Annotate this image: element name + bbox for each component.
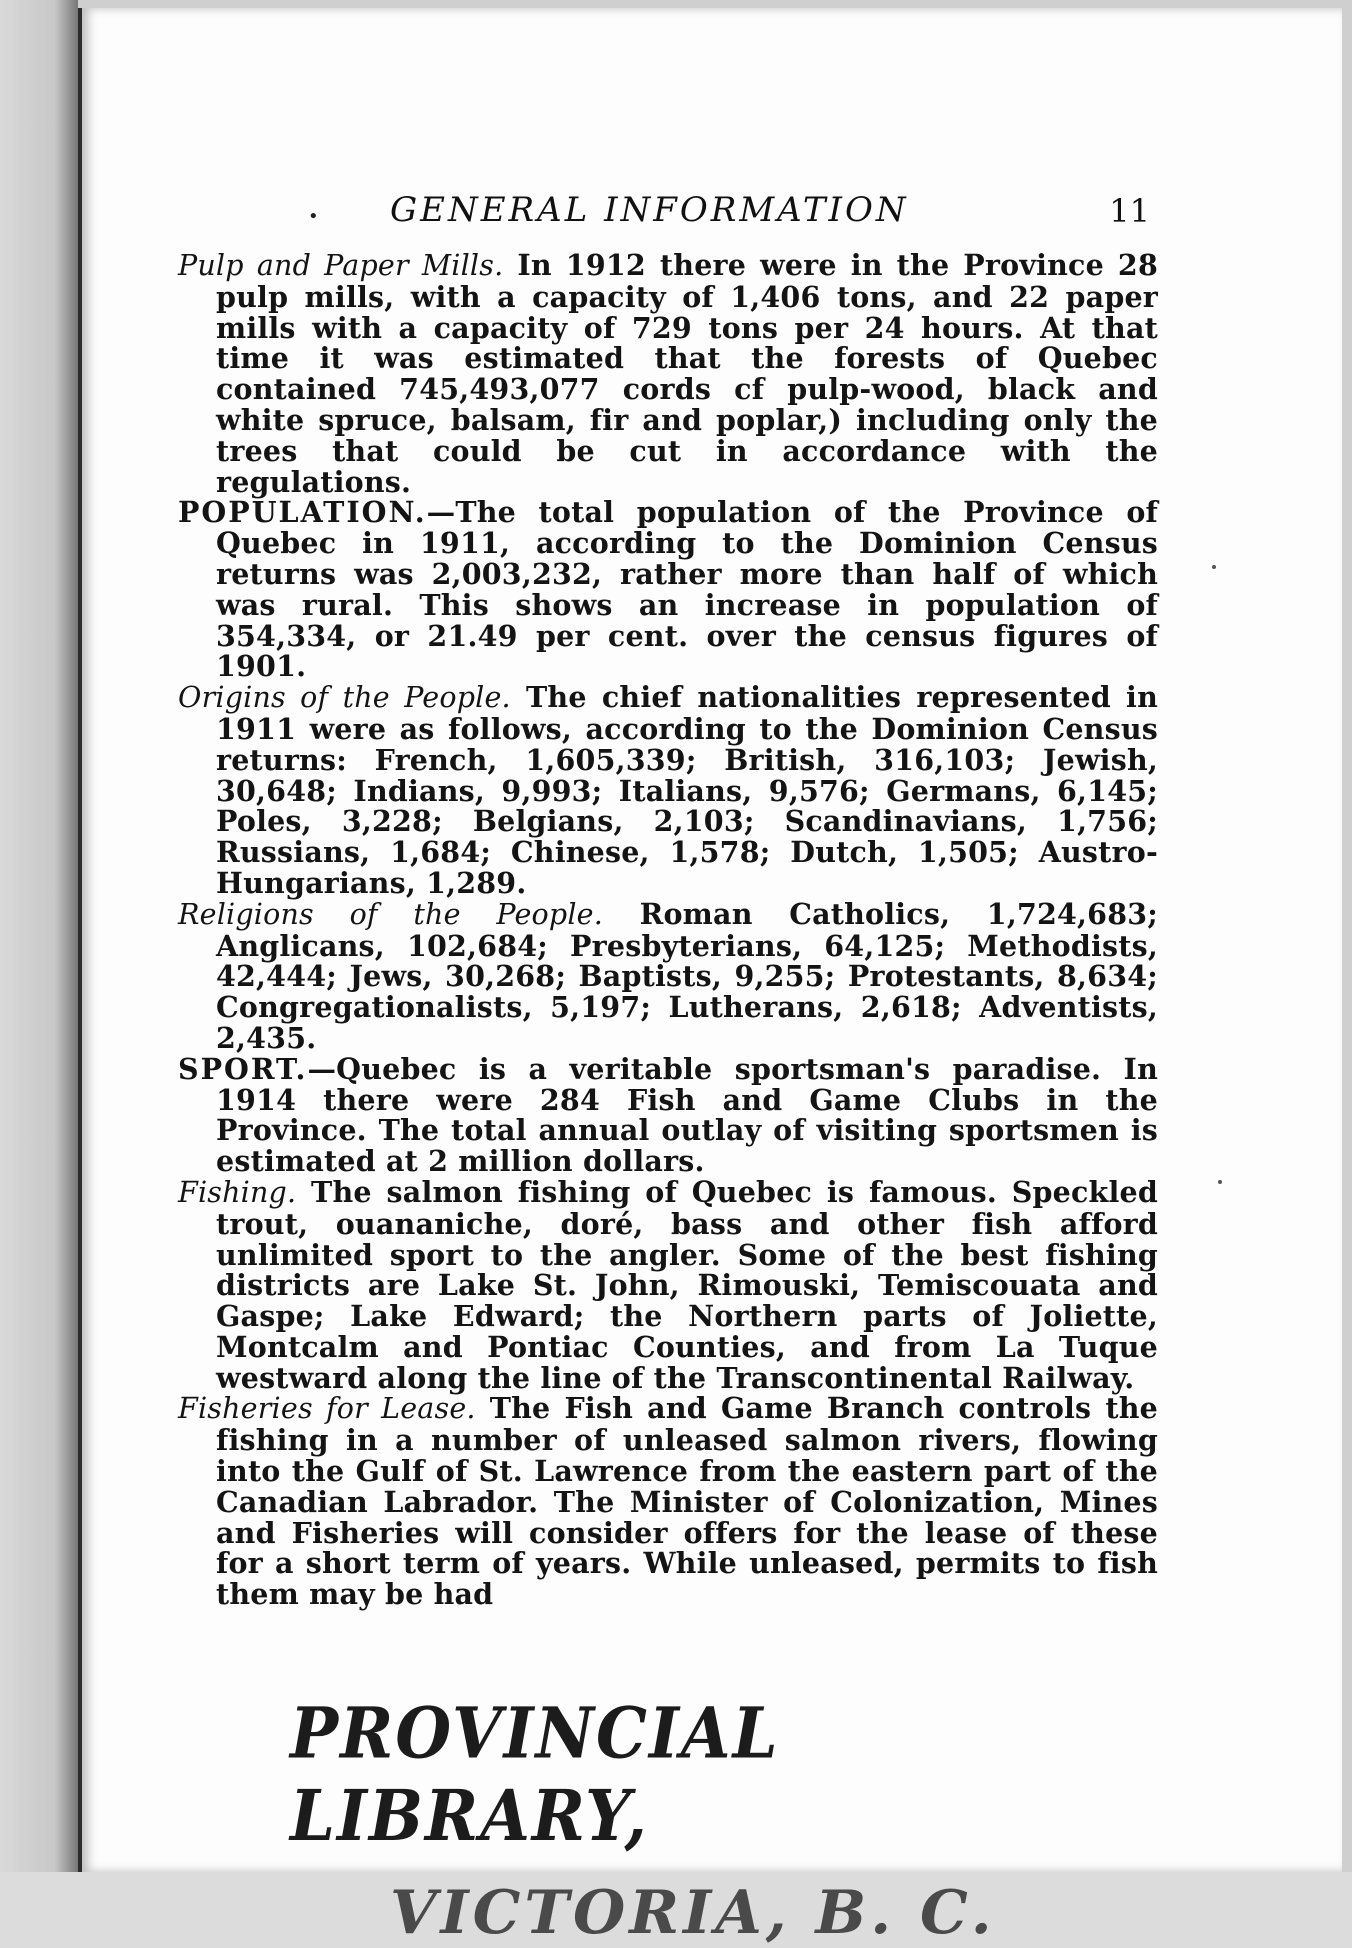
stamp-line-location: VICTORIA, B. C.	[390, 1878, 996, 1948]
section-body: The Fish and Game Branch controls the fishing in a number of unleased salmon rivers, flowing into the Gulf of St. Lawrence from the eastern part of the Canadian Labrador. The Minister of Colonization, Mines and Fisheries will consider offers for the lease of these for a short term of years. While unleased, permits to fish them may be had	[216, 1391, 1158, 1612]
section-lead: Pulp and Paper Mills.	[178, 249, 504, 282]
section-body: Roman Catholics, 1,724,683; Anglicans, 102,684; Presbyterians, 64,125; Methodists, 42,444; Jews, 30,268; Baptists, 9,255; Protestants, 8,634; Congregationalists, 5,197; Lutherans, 2,618; Adventists, 2,435.	[216, 896, 1158, 1055]
header-dot: •	[308, 206, 319, 227]
section-lead: Religions of the People.	[178, 897, 603, 931]
section-fishing	[178, 1174, 1158, 1395]
print-speck	[1218, 1180, 1222, 1184]
print-speck	[1212, 565, 1216, 569]
running-header	[300, 190, 1160, 230]
section-lead: Fisheries for Lease.	[178, 1392, 476, 1426]
facing-page-edge	[0, 0, 78, 1872]
page-number: 11	[1109, 192, 1150, 230]
section-origins	[178, 682, 1158, 899]
section-body: —Quebec is a veritable sportsman's paradise. In 1914 there were 284 Fish and Game Clubs in the Province. The total annual outlay of visiting sportsmen is estimated at 2 million dollars.	[216, 1051, 1158, 1179]
library-stamp	[290, 1692, 1050, 1948]
section-body: In 1912 there were in the Province 28 pulp mills, with a capacity of 1,406 tons, and 22 paper mills with a capacity of 729 tons per 24 hours. At that time it was estimated that the forests of Quebec contained 745,493,077 cords cf pulp-wood, black and white spruce, balsam, fir and poplar,) including only the trees that could be cut in accordance with the regulations.	[216, 248, 1158, 499]
page-body	[178, 250, 1158, 1610]
stamp-line-library: PROVINCIAL LIBRARY,	[290, 1692, 780, 1858]
section-lead: POPULATION.	[178, 495, 427, 530]
page-title: GENERAL INFORMATION	[390, 190, 909, 230]
section-body: The chief nationalities represented in 1911 were as follows, according to the Dominion Census returns: French, 1,605,339; British, 316,103; Jewish, 30,648; Indians, 9,993; Italians, 9,576; Germans, 6,145; Poles, 3,228; Belgians, 2,103; Scandinavians, 1,756; Russians, 1,684; Chinese, 1,578; Dutch, 1,505; Austro-Hungarians, 1,289.	[216, 680, 1159, 900]
section-sport	[178, 1051, 1158, 1179]
section-population	[178, 497, 1158, 682]
section-religions	[178, 896, 1158, 1055]
section-fisheries-for-lease	[178, 1393, 1158, 1610]
section-body: The salmon fishing of Quebec is famous. Speckled trout, ouananiche, doré, bass and other fish afford unlimited sport to the angler. Some of the best fishing districts are Lake St. John, Rimouski, Temiscouata and Gaspe; Lake Edward; the Northern parts of Joliette, Montcalm and Pontiac Counties, and from La Tuque westward along the line of the Transcontinental Railway.	[216, 1174, 1158, 1395]
section-lead: Origins of the People.	[178, 681, 511, 715]
section-body: —The total population of the Province of Quebec in 1911, according to the Dominion Census returns was 2,003,232, rather more than half of which was rural. This shows an increase in population of 354,334, or 21.49 per cent. over the census figures of 1901.	[216, 495, 1158, 684]
section-lead: Fishing.	[178, 1175, 297, 1209]
section-pulp-and-paper	[178, 250, 1158, 497]
section-lead: SPORT.	[178, 1051, 308, 1086]
